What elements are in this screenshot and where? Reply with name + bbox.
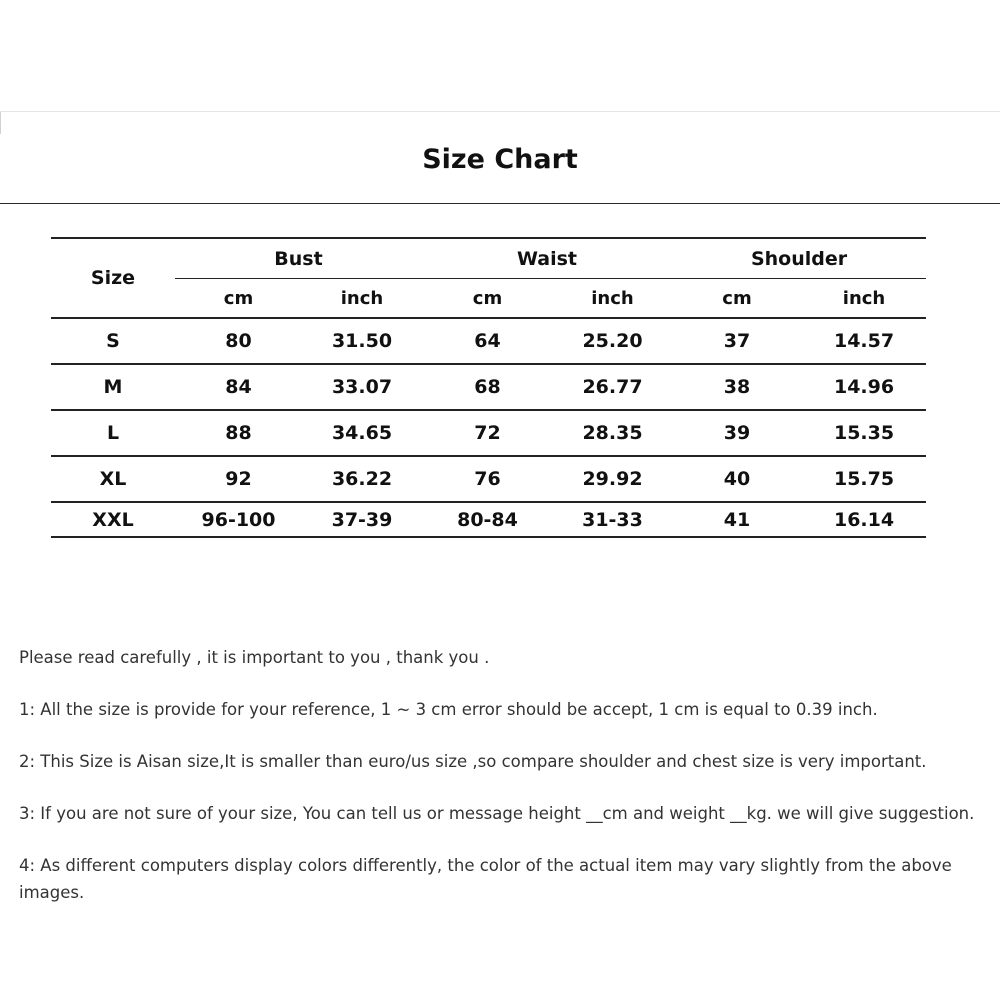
table-cell: 80-84 — [422, 502, 553, 537]
size-chart-table — [51, 237, 926, 538]
table-cell: 38 — [672, 364, 802, 410]
corner-mark — [0, 112, 6, 134]
table-cell: 39 — [672, 410, 802, 456]
unit-header: cm — [175, 279, 302, 319]
table-cell: 36.22 — [302, 456, 422, 502]
table-cell: 76 — [422, 456, 553, 502]
table-row — [51, 410, 926, 456]
table-cell: 34.65 — [302, 410, 422, 456]
unit-header: inch — [302, 279, 422, 319]
table-cell: 92 — [175, 456, 302, 502]
table-cell: 15.75 — [802, 456, 926, 502]
table-cell: 68 — [422, 364, 553, 410]
table-cell: 72 — [422, 410, 553, 456]
table-cell: 15.35 — [802, 410, 926, 456]
table-cell: 16.14 — [802, 502, 926, 537]
table-cell: 37-39 — [302, 502, 422, 537]
table-cell: 14.57 — [802, 318, 926, 364]
size-label-cell: S — [51, 318, 175, 364]
bust-group-header: Bust — [175, 238, 422, 279]
size-label-cell: XXL — [51, 502, 175, 537]
table-cell: 40 — [672, 456, 802, 502]
size-label-cell: L — [51, 410, 175, 456]
note-item: 2: This Size is Aisan size,It is smaller than euro/us size ,so compare shoulder and chest size is very important. — [19, 752, 927, 771]
unit-header: cm — [672, 279, 802, 319]
table-cell: 41 — [672, 502, 802, 537]
table-row — [51, 502, 926, 537]
unit-header: inch — [553, 279, 672, 319]
table-cell: 29.92 — [553, 456, 672, 502]
shoulder-group-header: Shoulder — [672, 238, 926, 279]
table-row — [51, 318, 926, 364]
unit-header: cm — [422, 279, 553, 319]
table-cell: 28.35 — [553, 410, 672, 456]
table-cell: 64 — [422, 318, 553, 364]
note-item: 1: All the size is provide for your reference, 1 ~ 3 cm error should be accept, 1 cm is equal to 0.39 inch. — [19, 700, 878, 719]
table-cell: 31-33 — [553, 502, 672, 537]
size-label-cell: XL — [51, 456, 175, 502]
waist-group-header: Waist — [422, 238, 672, 279]
table-cell: 26.77 — [553, 364, 672, 410]
table-cell: 31.50 — [302, 318, 422, 364]
note-item: 3: If you are not sure of your size, You can tell us or message height __cm and weight __kg. we will give suggestion. — [19, 804, 975, 823]
note-intro: Please read carefully , it is important to you , thank you . — [19, 648, 490, 667]
table-cell: 80 — [175, 318, 302, 364]
page-title: Size Chart — [422, 144, 578, 175]
table-cell: 88 — [175, 410, 302, 456]
table-cell: 37 — [672, 318, 802, 364]
title-band — [0, 111, 1000, 204]
table-cell: 25.20 — [553, 318, 672, 364]
table-cell: 33.07 — [302, 364, 422, 410]
table-cell: 84 — [175, 364, 302, 410]
table-cell: 96-100 — [175, 502, 302, 537]
table-group-header-row — [51, 238, 926, 279]
table-row — [51, 456, 926, 502]
note-item: 4: As different computers display colors differently, the color of the actual item may vary slightly from the above images. — [19, 856, 952, 902]
table-row — [51, 364, 926, 410]
table-cell: 14.96 — [802, 364, 926, 410]
size-label-cell: M — [51, 364, 175, 410]
table-unit-header-row — [51, 279, 926, 319]
unit-header: inch — [802, 279, 926, 319]
size-column-header: Size — [51, 238, 175, 318]
